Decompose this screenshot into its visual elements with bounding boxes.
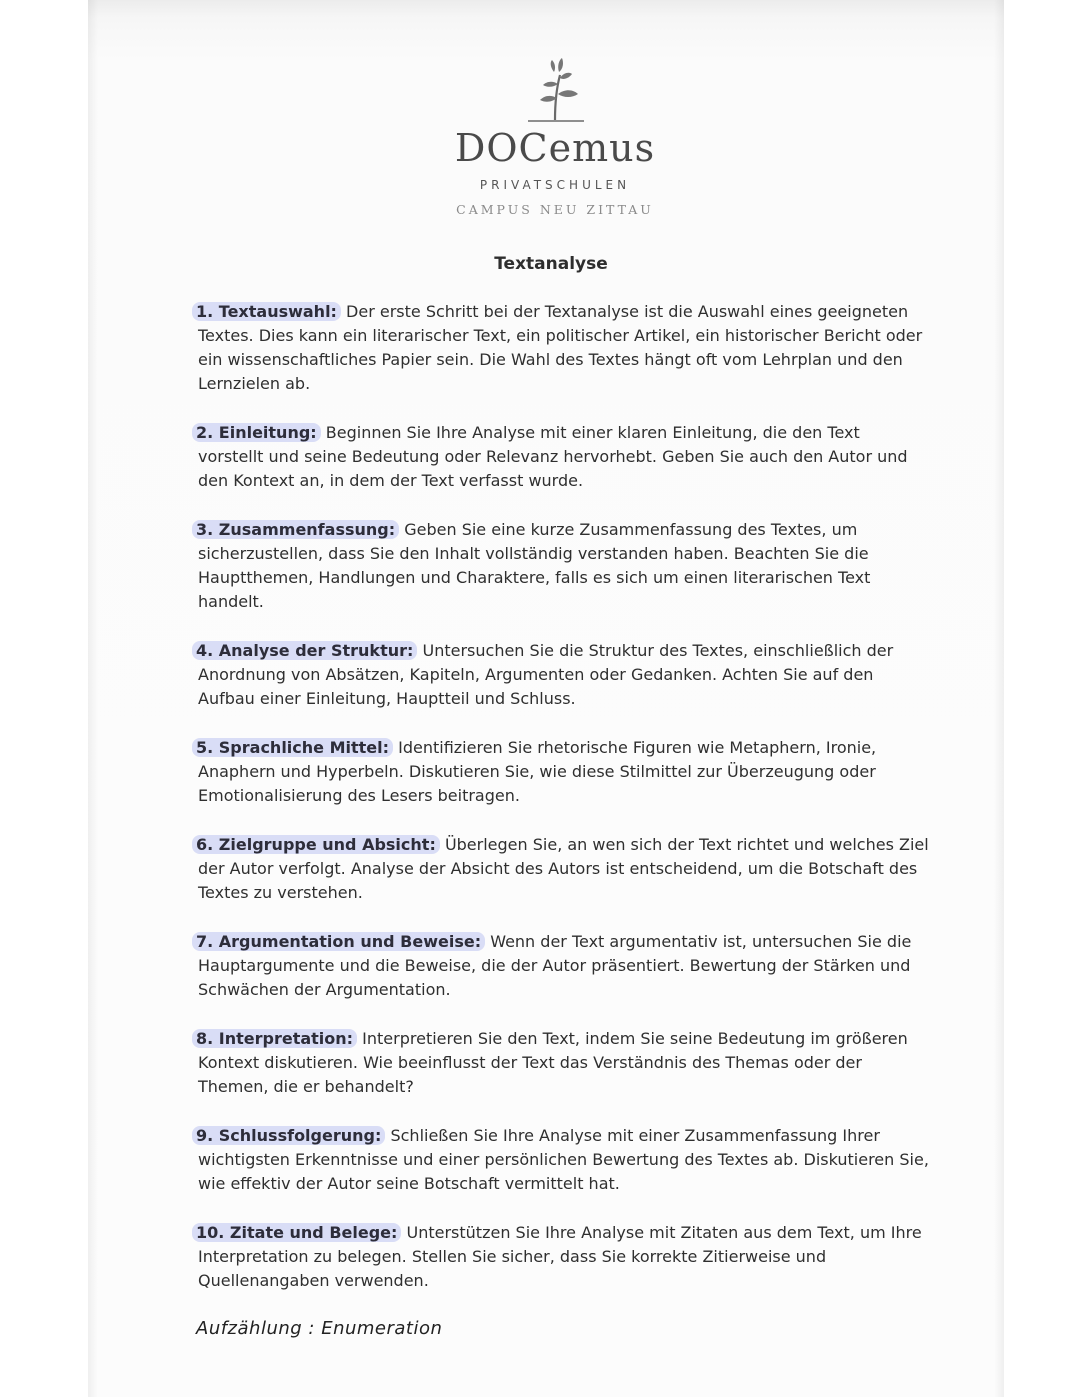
section-label: 9. Schlussfolgerung: (192, 1126, 385, 1145)
section-label: 4. Analyse der Struktur: (192, 641, 417, 660)
school-brand-name: DOCemus (454, 126, 656, 170)
section-item (190, 1027, 930, 1099)
paper-edge-left (88, 0, 98, 1397)
section-text: Der erste Schritt bei der Textanalyse ist die Auswahl eines geeigneten Textes. Dies kann ein literarischer Text, ein politischer Artikel, ein historischer Bericht oder ein wissenschaftliches Papier sein. Die Wahl des Textes hängt oft vom Lehrplan und den Lernzielen ab. (198, 302, 923, 393)
section-label: 3. Zusammenfassung: (192, 520, 399, 539)
section-label: 8. Interpretation: (192, 1029, 357, 1048)
section-label: 10. Zitate und Belege: (192, 1223, 401, 1242)
section-item (190, 930, 930, 1002)
section-label: 7. Argumentation und Beweise: (192, 932, 485, 951)
section-item (190, 421, 930, 493)
section-item (190, 1221, 930, 1293)
section-text: Wenn der Text argumentativ ist, untersuchen Sie die Hauptargumente und die Beweise, die der Autor präsentiert. Bewertung der Stärken und Schwächen der Argumentation. (198, 932, 912, 999)
section-text: Identifizieren Sie rhetorische Figuren wie Metaphern, Ironie, Anaphern und Hyperbeln. Diskutieren Sie, wie diese Stilmittel zur Überzeugung oder Emotionalisierung des Lesers beitragen. (198, 738, 877, 805)
section-item (190, 1124, 930, 1196)
section-text: Unterstützen Sie Ihre Analyse mit Zitaten aus dem Text, um Ihre Interpretation zu belegen. Stellen Sie sicher, dass Sie korrekte Zitierweise und Quellenangaben verwenden. (198, 1223, 922, 1290)
paper-edge-right (994, 0, 1004, 1397)
school-header (400, 50, 710, 217)
handwritten-note: Aufzählung : Enumeration (196, 1318, 443, 1339)
section-item (190, 639, 930, 711)
section-label: 6. Zielgruppe und Absicht: (192, 835, 440, 854)
school-campus: CAMPUS NEU ZITTAU (456, 202, 654, 217)
section-text: Interpretieren Sie den Text, indem Sie seine Bedeutung im größeren Kontext diskutieren. Wie beeinflusst der Text das Verständnis des Themas oder der Themen, die er behandelt? (198, 1029, 908, 1096)
section-list (190, 300, 930, 1293)
document-title: Textanalyse (494, 254, 608, 274)
section-label: 5. Sprachliche Mittel: (192, 738, 393, 757)
section-item (190, 736, 930, 808)
section-text: Untersuchen Sie die Struktur des Textes, einschließlich der Anordnung von Absätzen, Kapiteln, Argumenten oder Gedanken. Achten Sie auf den Aufbau einer Einleitung, Hauptteil und Schluss. (198, 641, 894, 708)
plant-logo-icon (510, 50, 600, 126)
section-item (190, 300, 930, 396)
section-text: Überlegen Sie, an wen sich der Text richtet und welches Ziel der Autor verfolgt. Analyse der Absicht des Autors ist entscheidend, um die Botschaft des Textes zu verstehen. (198, 835, 929, 902)
section-text: Geben Sie eine kurze Zusammenfassung des Textes, um sicherzustellen, dass Sie den Inhalt vollständig verstanden haben. Beachten Sie die Hauptthemen, Handlungen und Charaktere, falls es sich um einen literarischen Text handelt. (198, 520, 871, 611)
section-text: Beginnen Sie Ihre Analyse mit einer klaren Einleitung, die den Text vorstellt und seine Bedeutung oder Relevanz hervorhebt. Geben Sie auch den Autor und den Kontext an, in dem der Text verfasst wurde. (198, 423, 908, 490)
section-label: 2. Einleitung: (192, 423, 321, 442)
school-subtitle: PRIVATSCHULEN (479, 178, 631, 192)
section-label: 1. Textauswahl: (192, 302, 341, 321)
section-item (190, 833, 930, 905)
section-text: Schließen Sie Ihre Analyse mit einer Zusammenfassung Ihrer wichtigsten Erkenntnisse und einer persönlichen Bewertung des Textes ab. Diskutieren Sie, wie effektiv der Autor seine Botschaft vermittelt hat. (198, 1126, 929, 1193)
section-item (190, 518, 930, 614)
